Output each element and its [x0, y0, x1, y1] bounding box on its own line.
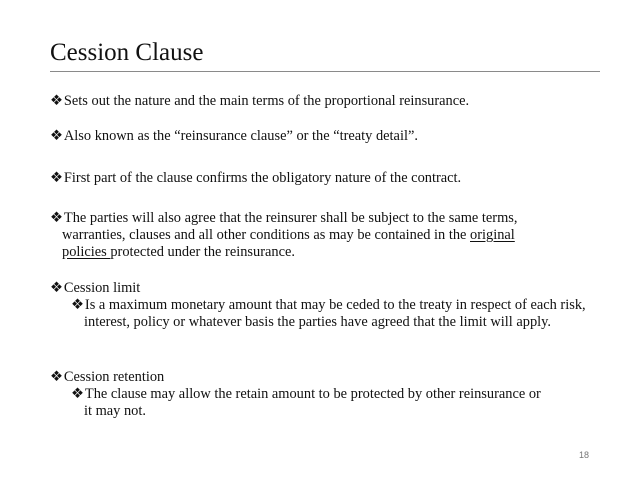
slide-title: Cession Clause — [50, 39, 204, 66]
bullet-text: First part of the clause confirms the obligatory nature of the contract. — [63, 170, 462, 186]
bullet-item — [50, 369, 600, 386]
bullet-text-line: warranties, clauses and all other conditions as may be contained in the — [62, 227, 471, 243]
bullet-text: Cession retention — [63, 369, 165, 385]
bullet-text-line: The parties will also agree that the reinsurer shall be subject to the same terms, — [63, 210, 518, 226]
diamond-bullet-icon: ❖ — [50, 210, 63, 226]
diamond-bullet-icon: ❖ — [50, 93, 63, 109]
bullet-item — [50, 280, 600, 297]
bullet-text: Also known as the “reinsurance clause” or the “treaty detail”. — [63, 128, 418, 144]
bullet-item — [50, 128, 600, 145]
bullet-text: Cession limit — [63, 280, 141, 296]
sub-bullet-item — [71, 297, 613, 331]
sub-bullet-text: The clause may allow the retain amount to be protected by other reinsurance or it may not. — [84, 386, 541, 419]
diamond-bullet-icon: ❖ — [50, 170, 63, 186]
sub-bullet-text: Is a maximum monetary amount that may be ceded to the treaty in respect of each risk, interest, policy or whatever basis the parties have agreed that the limit will apply. — [84, 297, 586, 330]
diamond-bullet-icon: ❖ — [71, 386, 84, 402]
bullet-item — [50, 210, 600, 261]
page-number: 18 — [579, 450, 590, 460]
bullet-item — [50, 93, 600, 110]
bullet-text: Sets out the nature and the main terms of the proportional reinsurance. — [63, 93, 470, 109]
bullet-text-line: protected under the reinsurance. — [110, 244, 295, 260]
bullet-item — [50, 170, 600, 187]
diamond-bullet-icon: ❖ — [50, 128, 63, 144]
diamond-bullet-icon: ❖ — [50, 280, 63, 296]
diamond-bullet-icon: ❖ — [50, 369, 63, 385]
underlined-phrase: original — [470, 227, 515, 243]
sub-bullet-item — [71, 386, 544, 420]
diamond-bullet-icon: ❖ — [71, 297, 84, 313]
underlined-phrase: policies — [62, 244, 111, 260]
title-divider — [50, 71, 600, 72]
